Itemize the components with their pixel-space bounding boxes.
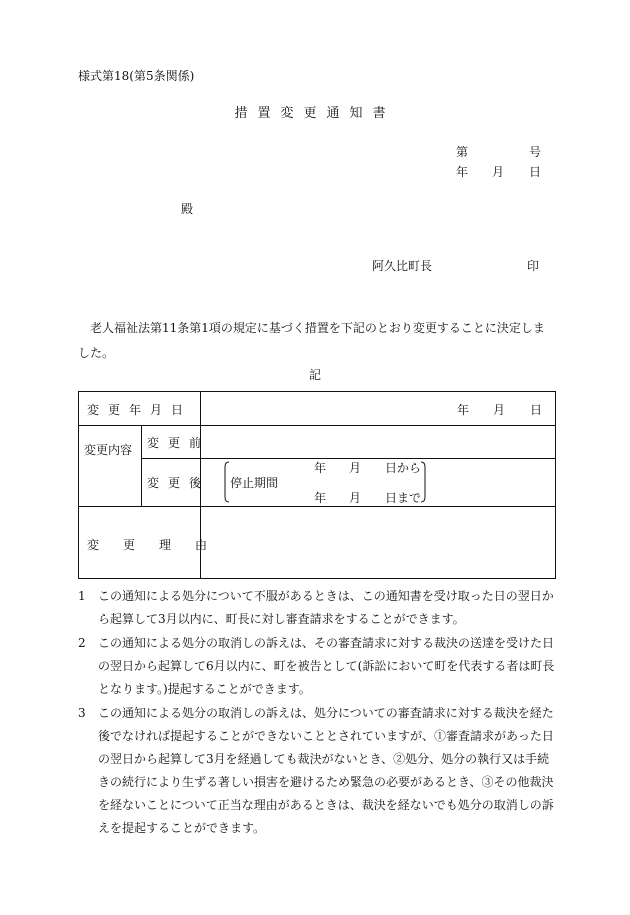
date-month: 月: [492, 165, 505, 179]
content-label: 変更内容: [84, 443, 133, 457]
table-line: [141, 425, 142, 506]
number-dai: 第: [456, 145, 469, 159]
body-paragraph: 老人福祉法第11条第1項の規定に基づく措置を下記のとおり変更することに決定しました。: [78, 321, 545, 360]
to-month: 月: [349, 491, 362, 505]
note-text: この通知による処分について不服があるときは、この通知書を受け取った日の翌日から起算して3月以内に、町長に対し審査請求をすることができます。: [98, 589, 554, 626]
seal-mark: 印: [527, 259, 540, 273]
addressee-suffix: 殿: [181, 202, 194, 216]
ki-heading: 記: [308, 368, 321, 382]
from-month: 月: [349, 461, 362, 475]
table-line: [79, 425, 555, 426]
number-go: 号: [529, 145, 542, 159]
note-item: [78, 585, 558, 631]
before-label: 変更前: [147, 436, 211, 450]
note-number: 3: [78, 706, 86, 720]
suspension-label: 停止期間: [230, 476, 279, 490]
table-line: [79, 506, 555, 507]
change-date-year: 年: [457, 403, 470, 417]
change-date-month: 月: [493, 403, 506, 417]
issuer-name: 阿久比町長: [372, 259, 433, 273]
note-text: この通知による処分の取消しの訴えは、処分についての審査請求に対する裁決を経た後でなければ提起することができないこととされていますが、①審査請求があった日の翌日から起算して3月を経過しても裁決がないとき、②処分、処分の執行又は手続きの続行により生ずる著しい損害を避けるため緊急の必要があるとき、③その他裁決を経ないことについて正当な理由があるときは、裁決を経ないでも処分の取消しの訴えを提起することができます。: [98, 706, 554, 835]
to-day: 日まで: [385, 491, 422, 505]
left-brace: [225, 462, 229, 502]
change-date-day: 日: [530, 403, 543, 417]
right-brace: [421, 462, 425, 502]
period-brace: [222, 459, 432, 505]
document-title: 措置変更通知書: [234, 106, 396, 121]
note-text: この通知による処分の取消しの訴えは、その審査請求に対する裁決の送達を受けた日の翌日から起算して6月以内に、町を被告として(訴訟において町を代表する者は町長となります。)提起することができます。: [98, 636, 555, 696]
note-number: 2: [78, 636, 86, 650]
form-number: 様式第18(第5条関係): [78, 69, 195, 83]
notes-section: [78, 585, 558, 841]
note-item: [78, 702, 558, 840]
note-number: 1: [78, 589, 86, 603]
from-day: 日から: [385, 461, 422, 475]
note-item: [78, 632, 558, 701]
to-year: 年: [314, 491, 327, 505]
from-year: 年: [314, 461, 327, 475]
reason-label: 変更理由: [87, 538, 232, 552]
change-date-label: 変更年月日: [87, 403, 193, 417]
date-year: 年: [456, 165, 469, 179]
after-label: 変更後: [147, 476, 211, 490]
date-day: 日: [529, 165, 542, 179]
